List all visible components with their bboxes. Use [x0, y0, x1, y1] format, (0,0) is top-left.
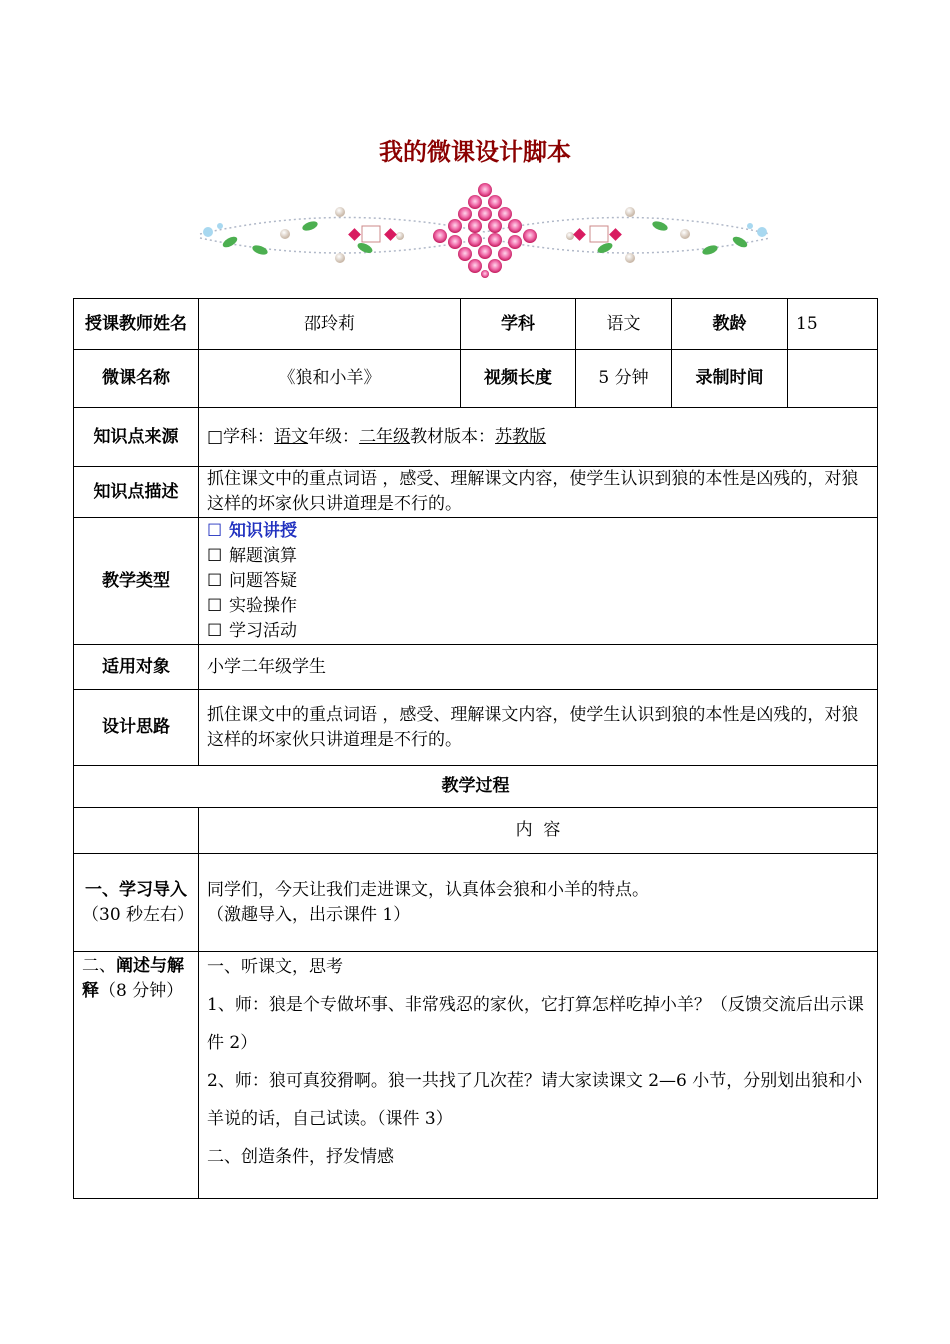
course-design-table — [73, 298, 878, 1199]
knowledge-description-label: 知识点描述 — [74, 467, 199, 518]
stage-intro-content: 同学们，今天让我们走进课文，认真体会狼和小羊的特点。 （激趣导入，出示课件 1） — [199, 854, 878, 952]
source-edition: 苏教版 — [495, 426, 547, 447]
design-idea-label: 设计思路 — [74, 690, 199, 766]
stage-explain-duration: （8 分钟） — [99, 981, 184, 1001]
info-row-teacher — [74, 299, 878, 350]
source-subject: 语文 — [274, 426, 309, 447]
teaching-age-label: 教龄 — [672, 299, 788, 350]
teaching-type-list — [199, 518, 878, 645]
process-header-empty — [74, 808, 199, 854]
teaching-type-label: 教学类型 — [74, 518, 199, 645]
teaching-type-item: ☐ 问题答疑 — [207, 569, 869, 594]
stage-intro-label: 一、学习导入 — [85, 879, 187, 900]
design-idea-row — [74, 690, 878, 766]
checkbox-icon: ☐ — [207, 595, 223, 616]
checkbox-icon: ☐ — [207, 620, 223, 641]
knowledge-source-row — [74, 408, 878, 467]
knowledge-description-value: 抓住课文中的重点词语 ，感受、理解课文内容，使学生认识到狼的本性是凶残的，对狼这样的坏家伙只讲道理是不行的。 — [199, 467, 878, 518]
course-name-label: 微课名称 — [74, 350, 199, 408]
record-time-value — [788, 350, 878, 408]
knowledge-description-row — [74, 467, 878, 518]
audience-label: 适用对象 — [74, 645, 199, 690]
source-grade: 二年级 — [359, 426, 411, 447]
teacher-value: 邵玲莉 — [199, 299, 461, 350]
checkbox-icon: ☐ — [207, 545, 223, 566]
content-header: 内 容 — [199, 808, 878, 854]
page-title: 我的微课设计脚本 — [379, 138, 571, 166]
design-idea-value: 抓住课文中的重点词语 ，感受、理解课文内容，使学生认识到狼的本性是凶残的，对狼这样的坏家伙只讲道理是不行的。 — [199, 690, 878, 766]
knowledge-source-label: 知识点来源 — [74, 408, 199, 467]
stage-explain-row — [74, 952, 878, 1199]
teaching-type-item: ☐ 学习活动 — [207, 619, 869, 644]
teaching-type-item: ☐ 实验操作 — [207, 594, 869, 619]
stage-intro-label-cell — [74, 854, 199, 952]
audience-row — [74, 645, 878, 690]
teacher-label: 授课教师姓名 — [74, 299, 199, 350]
process-heading: 教学过程 — [74, 766, 878, 808]
teaching-type-item: ☐ 知识讲授 — [207, 519, 869, 544]
source-prefix: □学科： — [207, 426, 275, 447]
video-length-value: 5 分钟 — [576, 350, 672, 408]
subject-value: 语文 — [576, 299, 672, 350]
teaching-age-value: 15 — [788, 299, 878, 350]
process-header-row — [74, 808, 878, 854]
audience-value: 小学二年级学生 — [199, 645, 878, 690]
knowledge-source-value — [199, 408, 878, 467]
teaching-type-item: ☐ 解题演算 — [207, 544, 869, 569]
subject-label: 学科 — [461, 299, 576, 350]
stage-intro-duration: （30 秒左右） — [82, 904, 195, 925]
stage-explain-content: 一、听课文，思考 1、师：狼是个专做坏事、非常残忍的家伙，它打算怎样吃掉小羊？（反馈交流后出示课件 2） 2、师：狼可真狡猾啊。狼一共找了几次茬？请大家读课文 2—6 小节，分别划出狼和小羊说的话，自己试读。（课件 3） 二、创造条件，抒发情感 — [199, 952, 878, 1199]
process-heading-row — [74, 766, 878, 808]
info-row-course — [74, 350, 878, 408]
stage-intro-row — [74, 854, 878, 952]
source-grade-label: 年级： — [308, 426, 360, 447]
stage-explain-label-cell — [74, 952, 199, 1199]
teaching-type-row — [74, 518, 878, 645]
floral-divider-image — [190, 182, 780, 278]
stage-explain-label: 阐述与解释 — [82, 956, 184, 1001]
video-length-label: 视频长度 — [461, 350, 576, 408]
stage-explain-number: 二、 — [82, 956, 116, 976]
course-name-value: 《狼和小羊》 — [199, 350, 461, 408]
checkbox-icon: ☐ — [207, 570, 223, 591]
record-time-label: 录制时间 — [672, 350, 788, 408]
checkbox-icon: ☐ — [207, 520, 223, 541]
source-edition-label: 教材版本： — [410, 426, 496, 447]
